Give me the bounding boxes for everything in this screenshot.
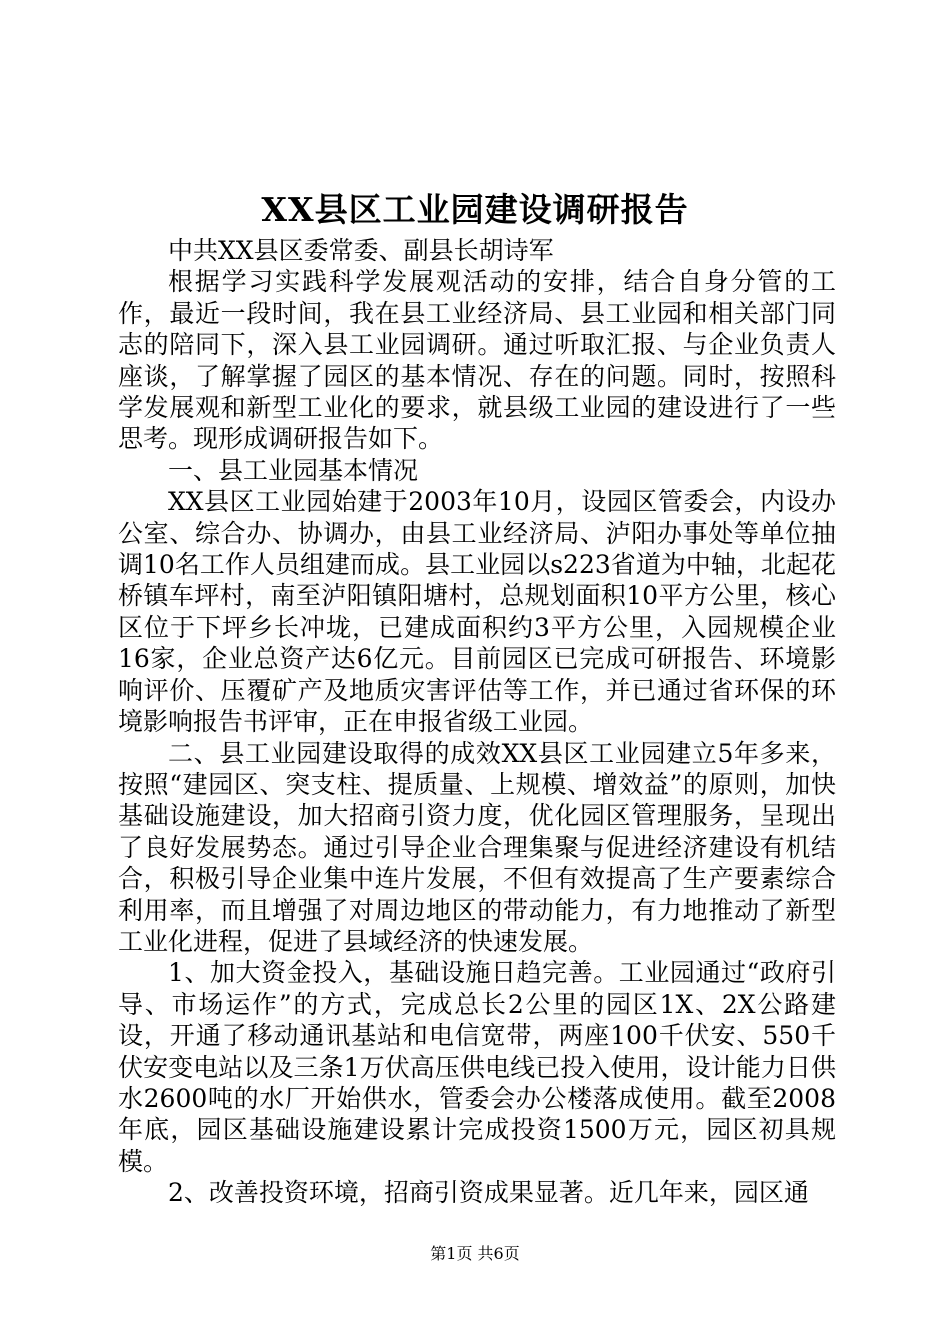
document-body (118, 235, 836, 1209)
document-title: XX县区工业园建设调研报告 (261, 190, 689, 229)
section-1-paragraph: XX县区工业园始建于2003年10月，设园区管委会，内设办公室、综合办、协调办，由县工业经济局、泸阳办事处等单位抽调10名工作人员组建而成。县工业园以s223省道为中轴，北起花桥镇车坪村，南至泸阳镇阳塘村，总规划面积10平方公里，核心区位于下坪乡长冲垅，已建成面积约3平方公里，入园规模企业16家，企业总资产达6亿元。目前园区已完成可研报告、环境影响评价、压覆矿产及地质灾害评估等工作，并已通过省环保的环境影响报告书评审，正在申报省级工业园。 (118, 487, 836, 737)
section-heading-1: 一、县工业园基本情况 (168, 455, 419, 485)
section-2-paragraph: 二、县工业园建设取得的成效XX县区工业园建立5年多来，按照“建园区、突支柱、提质量、上规模、增效益”的原则，加快基础设施建设，加大招商引资力度，优化园区管理服务，呈现出了良好发展势态。通过引导企业合理集聚与促进经济建设有机结合，积极引导企业集中连片发展，不但有效提高了生产要素综合利用率，而且增强了对周边地区的带动能力，有力地推动了新型工业化进程，促进了县域经济的快速发展。 (118, 738, 836, 956)
author-line: 中共XX县区委常委、副县长胡诗军 (168, 236, 554, 265)
page-footer: 第1页 共6页 (430, 1244, 520, 1263)
intro-paragraph: 根据学习实践科学发展观活动的安排，结合自身分管的工作，最近一段时间，我在县工业经济局、县工业园和相关部门同志的陪同下，深入县工业园调研。通过听取汇报、与企业负责人座谈，了解掌握了园区的基本情况、存在的问题。同时，按照科学发展观和新型工业化的要求，就县级工业园的建设进行了一些思考。现形成调研报告如下。 (118, 267, 836, 454)
point-1-paragraph: 1、加大资金投入，基础设施日趋完善。工业园通过“政府引导、市场运作”的方式，完成总长2公里的园区1X、2X公路建设，开通了移动通讯基站和电信宽带，两座100千伏安、550千伏安变电站以及三条1万伏高压供电线已投入使用，设计能力日供水2600吨的水厂开始供水，管委会办公楼落成使用。截至2008年底，园区基础设施建设累计完成投资1500万元，园区初具规模。 (118, 958, 836, 1176)
point-2-paragraph: 2、改善投资环境，招商引资成果显著。近几年来，园区通 (168, 1178, 809, 1208)
